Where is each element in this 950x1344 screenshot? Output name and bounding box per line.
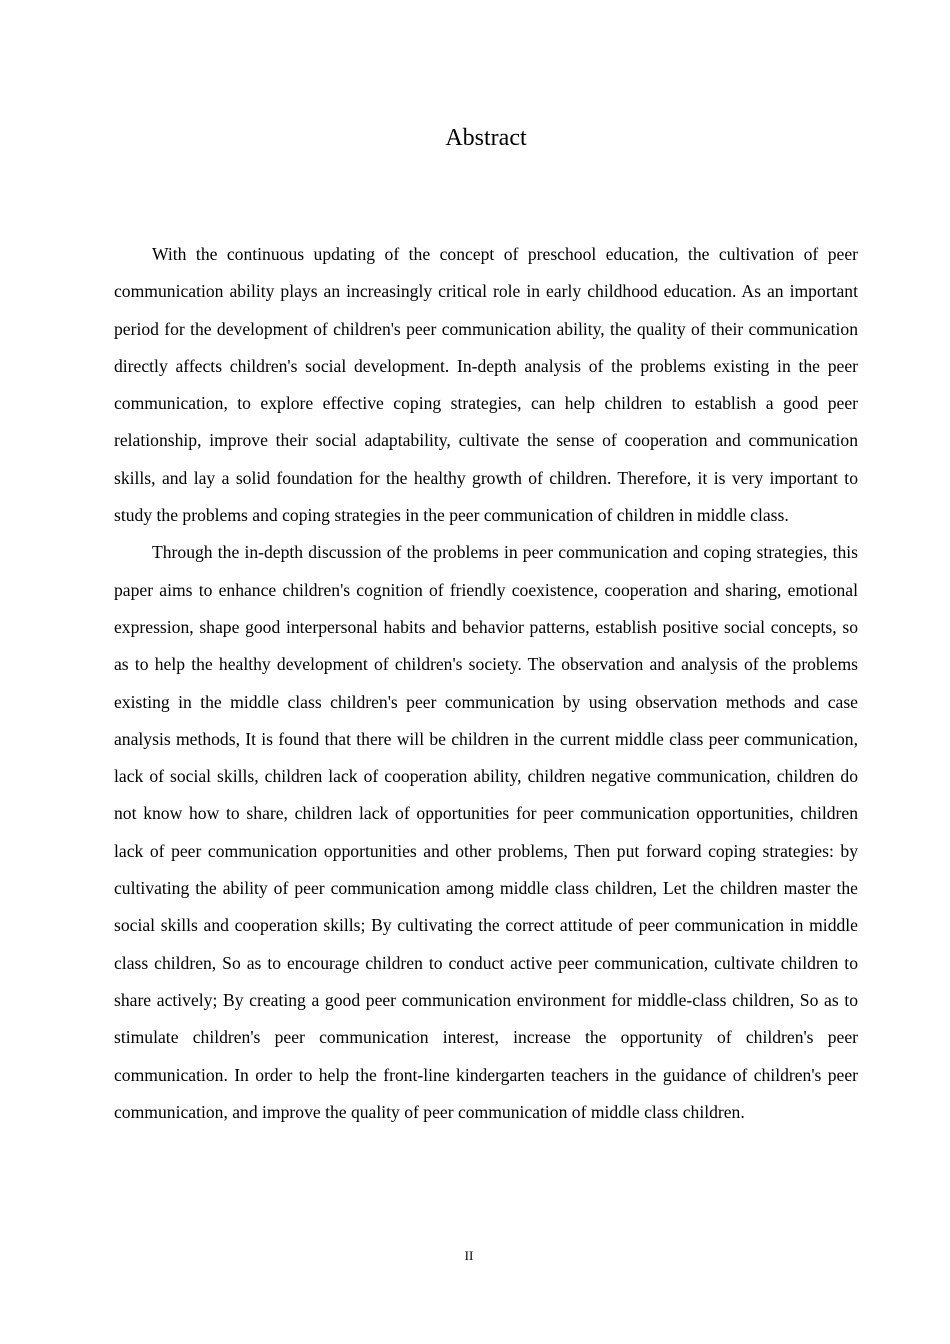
abstract-body (114, 236, 858, 1131)
abstract-paragraph-2: Through the in-depth discussion of the problems in peer communication and coping strategies, this paper aims to enhance children's cognition of friendly coexistence, cooperation and sharing, emotional expression, shape good interpersonal habits and behavior patterns, establish positive social concepts, so as to help the healthy development of children's society. The observation and analysis of the problems existing in the middle class children's peer communication by using observation methods and case analysis methods, It is found that there will be children in the current middle class peer communication, lack of social skills, children lack of cooperation ability, children negative communication, children do not know how to share, children lack of opportunities for peer communication opportunities, children lack of peer communication opportunities and other problems, Then put forward coping strategies: by cultivating the ability of peer communication among middle class children, Let the children master the social skills and cooperation skills; By cultivating the correct attitude of peer communication in middle class children, So as to encourage children to conduct active peer communication, cultivate children to share actively; By creating a good peer communication environment for middle-class children, So as to stimulate children's peer communication interest, increase the opportunity of children's peer communication. In order to help the front-line kindergarten teachers in the guidance of children's peer communication, and improve the quality of peer communication of middle class children. (114, 542, 858, 1122)
abstract-paragraph-1: With the continuous updating of the concept of preschool education, the cultivation of peer communication ability plays an increasingly critical role in early childhood education. As an important period for the development of children's peer communication ability, the quality of their communication directly affects children's social development. In-depth analysis of the problems existing in the peer communication, to explore effective coping strategies, can help children to establish a good peer relationship, improve their social adaptability, cultivate the sense of cooperation and communication skills, and lay a solid foundation for the healthy growth of children. Therefore, it is very important to study the problems and coping strategies in the peer communication of children in middle class. (114, 244, 858, 526)
page-title: Abstract (445, 125, 527, 151)
page-number: II (464, 1248, 474, 1263)
